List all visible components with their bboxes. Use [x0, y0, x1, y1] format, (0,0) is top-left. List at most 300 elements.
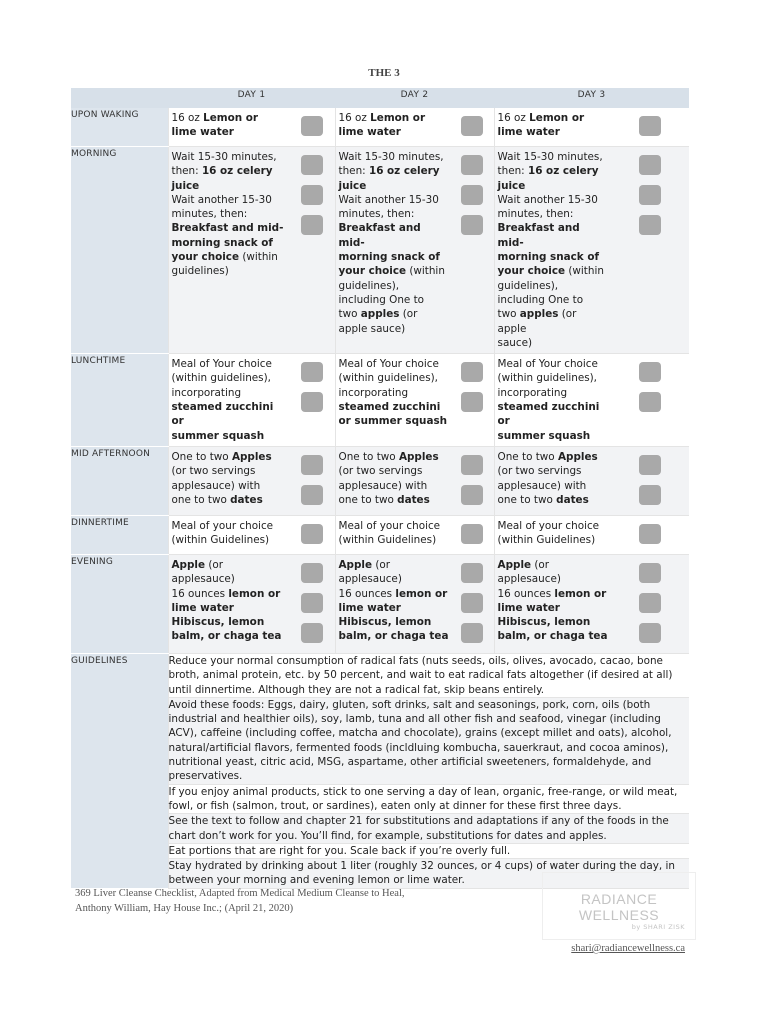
instruction-line: [339, 307, 450, 321]
instruction-line: [498, 493, 609, 507]
instruction-line: [172, 629, 289, 643]
checkbox[interactable]: [461, 524, 483, 544]
instruction-emphasis: summer squash: [171, 429, 265, 442]
page-title: THE 3: [368, 67, 400, 79]
instruction-emphasis: morning snack of: [338, 251, 440, 264]
instruction-text: Meal of Your choice: [497, 358, 598, 371]
checkbox[interactable]: [639, 392, 661, 412]
instruction-line: [172, 357, 289, 371]
instruction-text: then:: [171, 165, 202, 178]
instruction-emphasis: your choice: [497, 265, 566, 278]
instruction-text: (or: [399, 308, 418, 321]
checkbox[interactable]: [461, 185, 483, 205]
instruction-line: [339, 125, 450, 139]
day-1-instructions: [168, 446, 290, 515]
instruction-text: applesauce) with: [171, 479, 261, 492]
instruction-line: [172, 150, 289, 164]
instruction-line: [498, 193, 609, 207]
instruction-line: [339, 519, 450, 533]
instruction-text: (within: [239, 251, 278, 264]
instruction-text: (or two servings: [171, 465, 256, 478]
row-label: DINNERTIME: [71, 515, 168, 554]
instruction-emphasis: Apple: [497, 558, 532, 571]
checkbox[interactable]: [461, 623, 483, 643]
instruction-line: [172, 479, 289, 493]
table-row-morning: [71, 147, 689, 354]
day-1-instructions: [168, 108, 290, 147]
instruction-line: [172, 601, 289, 615]
instruction-line: [498, 429, 609, 443]
instruction-line: [339, 572, 450, 586]
instruction-emphasis: Apple: [171, 558, 206, 571]
checkbox[interactable]: [639, 362, 661, 382]
instruction-line: [498, 150, 609, 164]
instruction-line: [172, 179, 289, 193]
instruction-emphasis: your choice: [171, 251, 240, 264]
checkbox[interactable]: [301, 563, 323, 583]
instruction-text: Wait another 15-30: [497, 193, 598, 206]
instruction-emphasis: balm, or chaga tea: [497, 630, 608, 643]
checkbox[interactable]: [639, 485, 661, 505]
instruction-emphasis: juice: [338, 179, 367, 192]
instruction-line: [339, 414, 450, 428]
row-label: LUNCHTIME: [71, 354, 168, 447]
instruction-text: applesauce): [338, 573, 402, 586]
instruction-emphasis: Lemon or: [529, 112, 585, 124]
instruction-text: Meal of your choice: [497, 519, 600, 532]
instruction-text: Wait 15-30 minutes,: [171, 151, 277, 163]
day-2-checkbox-column: [451, 147, 494, 354]
checkbox[interactable]: [301, 116, 323, 136]
instruction-line: [498, 111, 609, 125]
guideline-text: Stay hydrated by drinking about 1 liter (roughly 32 ounces, or 4 cups) of water during the day, in between your morning and evening lemon or lime water.: [168, 859, 689, 889]
day-1-checkbox-column: [290, 515, 335, 554]
day-2-checkbox-column: [451, 108, 494, 147]
instruction-line: [339, 322, 450, 336]
instruction-emphasis: Hibiscus, lemon: [338, 616, 432, 629]
checkbox[interactable]: [461, 155, 483, 175]
instruction-emphasis: lime water: [338, 601, 401, 614]
instruction-text: minutes, then:: [497, 208, 574, 221]
instruction-text: (or: [205, 558, 224, 571]
instruction-text: Wait another 15-30: [171, 193, 272, 206]
table-row-lunchtime: [71, 354, 689, 447]
instruction-text: (within guidelines),: [338, 372, 438, 385]
day-3-instructions: [494, 515, 610, 554]
checkbox[interactable]: [301, 524, 323, 544]
day-3-instructions: [494, 446, 610, 515]
instruction-text: (within Guidelines): [338, 534, 437, 547]
day-3-checkbox-column: [610, 554, 689, 653]
column-header-day-3: DAY 3: [494, 88, 689, 108]
instruction-line: [339, 601, 450, 615]
instruction-emphasis: dates: [397, 493, 430, 506]
instruction-line: [498, 125, 609, 139]
instruction-emphasis: lime water: [338, 126, 401, 139]
instruction-line: [172, 125, 289, 139]
instruction-text: Wait 15-30 minutes,: [497, 151, 603, 163]
instruction-line: [339, 464, 450, 478]
checkbox[interactable]: [461, 593, 483, 613]
instruction-line: [498, 533, 609, 547]
instruction-line: [498, 572, 609, 586]
instruction-emphasis: your choice: [338, 265, 407, 278]
instruction-line: [339, 179, 450, 193]
instruction-line: [498, 264, 609, 278]
instruction-emphasis: lemon or: [554, 587, 607, 600]
table-row-upon-waking: [71, 108, 689, 147]
instruction-line: [339, 111, 450, 125]
guideline-text: Eat portions that are right for you. Scale back if you’re overly full.: [168, 843, 689, 858]
instruction-text: Meal of Your choice: [171, 358, 272, 371]
day-3-checkbox-column: [610, 108, 689, 147]
instruction-emphasis: morning snack of: [171, 236, 273, 249]
checkbox[interactable]: [301, 593, 323, 613]
instruction-emphasis: steamed zucchini: [338, 401, 441, 414]
instruction-text: One to two: [338, 450, 399, 463]
row-label: EVENING: [71, 554, 168, 653]
instruction-line: [172, 164, 289, 178]
instruction-text: (or two servings: [338, 465, 423, 478]
instruction-text: (within guidelines),: [171, 372, 271, 385]
day-2-checkbox-column: [451, 354, 494, 447]
instruction-line: [498, 629, 609, 643]
checkbox[interactable]: [639, 593, 661, 613]
instruction-emphasis: Breakfast and mid-: [497, 222, 580, 249]
instruction-emphasis: Apples: [557, 450, 598, 463]
instruction-line: [498, 479, 609, 493]
instruction-line: [339, 587, 450, 601]
instruction-text: applesauce): [171, 573, 235, 586]
instruction-emphasis: Lemon or: [370, 112, 426, 124]
day-2-instructions: [335, 354, 451, 447]
checkbox[interactable]: [301, 392, 323, 412]
checkbox[interactable]: [461, 485, 483, 505]
table-header-row: [71, 88, 689, 108]
instruction-line: [339, 493, 450, 507]
checkbox[interactable]: [461, 455, 483, 475]
day-1-instructions: [168, 515, 290, 554]
instruction-emphasis: juice: [497, 179, 526, 192]
instruction-line: [172, 371, 289, 385]
instruction-text: Wait another 15-30: [338, 193, 439, 206]
instruction-line: [172, 207, 289, 221]
instruction-line: [498, 371, 609, 385]
instruction-text: Meal of your choice: [171, 519, 274, 532]
instruction-emphasis: Hibiscus, lemon: [497, 616, 591, 629]
instruction-line: [498, 164, 609, 178]
instruction-emphasis: 16 oz celery: [527, 165, 599, 178]
instruction-emphasis: Apple: [338, 558, 373, 571]
checkbox[interactable]: [461, 392, 483, 412]
day-1-checkbox-column: [290, 446, 335, 515]
instruction-line: [172, 111, 289, 125]
instruction-line: [498, 250, 609, 264]
instruction-emphasis: lemon or: [228, 587, 281, 600]
instruction-line: [172, 221, 289, 235]
instruction-line: [172, 587, 289, 601]
instruction-text: (within guidelines),: [497, 372, 597, 385]
instruction-line: [339, 386, 450, 400]
instruction-emphasis: lime water: [171, 601, 234, 614]
instruction-text: (within: [406, 265, 445, 278]
cleanse-checklist-table: [71, 88, 689, 889]
instruction-line: [172, 386, 289, 400]
day-1-instructions: [168, 147, 290, 354]
column-header-day-1: DAY 1: [168, 88, 335, 108]
instruction-line: [498, 615, 609, 629]
instruction-line: [339, 279, 450, 293]
checkbox[interactable]: [301, 362, 323, 382]
instruction-text: One to two: [171, 450, 232, 463]
day-3-checkbox-column: [610, 147, 689, 354]
instruction-line: [498, 519, 609, 533]
instruction-emphasis: morning snack of: [497, 251, 599, 264]
instruction-line: [498, 357, 609, 371]
instruction-text: (within: [565, 265, 604, 278]
instruction-text: minutes, then:: [171, 208, 248, 221]
instruction-text: then:: [497, 165, 528, 178]
instruction-line: [172, 429, 289, 443]
instruction-line: [172, 450, 289, 464]
instruction-text: applesauce) with: [338, 479, 428, 492]
instruction-text: 16 ounces: [171, 587, 229, 600]
logo-byline: by SHARI ZISK: [631, 923, 685, 931]
day-3-checkbox-column: [610, 446, 689, 515]
instruction-text: one to two: [338, 493, 398, 506]
instruction-line: [172, 615, 289, 629]
day-2-checkbox-column: [451, 446, 494, 515]
instruction-line: [172, 558, 289, 572]
instruction-text: incorporating: [497, 386, 568, 399]
instruction-emphasis: lemon or: [395, 587, 448, 600]
instruction-emphasis: lime water: [497, 126, 560, 139]
checkbox[interactable]: [301, 455, 323, 475]
instruction-line: [339, 221, 450, 250]
instruction-text: Wait 15-30 minutes,: [338, 151, 444, 163]
instruction-line: [498, 336, 609, 350]
instruction-line: [172, 464, 289, 478]
table-row-mid-afternoon: [71, 446, 689, 515]
instruction-text: one to two: [497, 493, 557, 506]
instruction-line: [339, 479, 450, 493]
instruction-line: [339, 164, 450, 178]
instruction-line: [498, 179, 609, 193]
logo-wordmark: RADIANCE WELLNESS: [578, 891, 660, 923]
instruction-line: [172, 533, 289, 547]
instruction-emphasis: 16 oz celery: [368, 165, 440, 178]
day-1-checkbox-column: [290, 354, 335, 447]
instruction-emphasis: lime water: [171, 126, 234, 139]
guideline-row: [71, 653, 689, 697]
instruction-line: [498, 558, 609, 572]
day-1-instructions: [168, 554, 290, 653]
checkbox[interactable]: [301, 215, 323, 235]
instruction-text: two: [338, 308, 361, 321]
instruction-text: (or two servings: [497, 465, 582, 478]
instruction-text: (within Guidelines): [171, 534, 270, 547]
instruction-line: [498, 293, 609, 307]
citation-note: 369 Liver Cleanse Checklist, Adapted from Medical Medium Cleanse to Heal, Anthony William, Hay House Inc.; (April 21, 2020): [75, 888, 405, 914]
instruction-emphasis: dates: [230, 493, 263, 506]
day-3-instructions: [494, 354, 610, 447]
instruction-line: [339, 357, 450, 371]
instruction-line: [339, 450, 450, 464]
instruction-line: [172, 264, 289, 278]
day-3-instructions: [494, 554, 610, 653]
instruction-line: [339, 400, 450, 414]
instruction-line: [339, 193, 450, 207]
checkbox[interactable]: [461, 362, 483, 382]
instruction-text: 16 oz: [497, 112, 530, 124]
email-link[interactable]: shari@radiancewellness.ca: [571, 943, 685, 954]
instruction-line: [498, 601, 609, 615]
guidelines-label: GUIDELINES: [71, 653, 168, 888]
checkbox[interactable]: [301, 485, 323, 505]
instruction-text: Meal of your choice: [338, 519, 441, 532]
instruction-line: [172, 250, 289, 264]
checkbox[interactable]: [639, 116, 661, 136]
instruction-emphasis: lime water: [497, 601, 560, 614]
day-1-checkbox-column: [290, 554, 335, 653]
instruction-text: one to two: [171, 493, 231, 506]
day-1-checkbox-column: [290, 108, 335, 147]
instruction-text: 16 ounces: [338, 587, 396, 600]
instruction-line: [172, 493, 289, 507]
instruction-line: [339, 207, 450, 221]
instruction-text: including One to: [497, 293, 584, 306]
column-header-day-2: DAY 2: [335, 88, 494, 108]
instruction-emphasis: Breakfast and mid-: [338, 222, 421, 249]
checkbox[interactable]: [301, 155, 323, 175]
instruction-emphasis: juice: [171, 179, 200, 192]
instruction-emphasis: Apples: [398, 450, 439, 463]
day-2-instructions: [335, 446, 451, 515]
instruction-emphasis: steamed zucchini or: [497, 401, 600, 428]
instruction-text: guidelines),: [338, 279, 400, 292]
instruction-line: [172, 236, 289, 250]
checkbox[interactable]: [461, 563, 483, 583]
checkbox[interactable]: [639, 155, 661, 175]
instruction-text: (or: [531, 558, 550, 571]
checkbox[interactable]: [639, 215, 661, 235]
instruction-text: sauce): [497, 336, 533, 349]
instruction-line: [498, 400, 609, 429]
instruction-emphasis: summer squash: [497, 429, 591, 442]
instruction-emphasis: apples: [519, 308, 559, 321]
instruction-text: applesauce) with: [497, 479, 587, 492]
row-label: UPON WAKING: [71, 108, 168, 147]
checkbox[interactable]: [461, 215, 483, 235]
day-3-instructions: [494, 147, 610, 354]
instruction-line: [339, 371, 450, 385]
day-3-checkbox-column: [610, 354, 689, 447]
instruction-text: minutes, then:: [338, 208, 415, 221]
day-2-checkbox-column: [451, 554, 494, 653]
instruction-emphasis: dates: [556, 493, 589, 506]
instruction-text: guidelines): [171, 265, 229, 278]
instruction-emphasis: Breakfast and mid-: [171, 222, 284, 235]
instruction-line: [339, 615, 450, 629]
instruction-text: guidelines),: [497, 279, 559, 292]
instruction-text: two: [497, 308, 520, 321]
instruction-line: [339, 293, 450, 307]
checkbox[interactable]: [461, 116, 483, 136]
checkbox[interactable]: [639, 455, 661, 475]
day-2-instructions: [335, 554, 451, 653]
radiance-wellness-logo: [542, 872, 696, 940]
instruction-text: applesauce): [497, 573, 561, 586]
instruction-emphasis: Lemon or: [203, 112, 259, 124]
instruction-line: [498, 279, 609, 293]
instruction-text: 16 oz: [338, 112, 371, 124]
instruction-text: (within Guidelines): [497, 534, 596, 547]
guideline-text: If you enjoy animal products, stick to one serving a day of lean, organic, free-range, or wild meat, fowl, or fish (salmon, trout, or sardines), eaten only at dinner for these first three days.: [168, 784, 689, 814]
table-row-dinnertime: [71, 515, 689, 554]
day-2-instructions: [335, 515, 451, 554]
instruction-text: incorporating: [338, 386, 409, 399]
instruction-emphasis: apples: [360, 308, 400, 321]
instruction-line: [339, 250, 450, 264]
instruction-line: [339, 264, 450, 278]
day-1-checkbox-column: [290, 147, 335, 354]
instruction-line: [172, 519, 289, 533]
instruction-line: [498, 307, 609, 336]
instruction-line: [498, 450, 609, 464]
instruction-line: [172, 193, 289, 207]
instruction-text: One to two: [497, 450, 558, 463]
instruction-line: [498, 207, 609, 221]
instruction-text: Meal of Your choice: [338, 358, 439, 371]
instruction-line: [339, 629, 450, 643]
instruction-text: then:: [338, 165, 369, 178]
instruction-text: 16 ounces: [497, 587, 555, 600]
instruction-line: [498, 221, 609, 250]
guideline-text: See the text to follow and chapter 21 for substitutions and adaptations if any of the foods in the chart don’t work for you. You’ll find, for example, substitutions for dates and apples.: [168, 814, 689, 844]
checkbox[interactable]: [639, 623, 661, 643]
instruction-emphasis: Apples: [231, 450, 272, 463]
instruction-emphasis: steamed zucchini or: [171, 401, 274, 428]
day-3-instructions: [494, 108, 610, 147]
instruction-line: [498, 386, 609, 400]
checkbox[interactable]: [639, 563, 661, 583]
table-body: [71, 108, 689, 888]
instruction-line: [339, 533, 450, 547]
day-3-checkbox-column: [610, 515, 689, 554]
instruction-emphasis: or summer squash: [338, 415, 448, 428]
checkbox[interactable]: [301, 623, 323, 643]
day-2-checkbox-column: [451, 515, 494, 554]
checkbox[interactable]: [639, 524, 661, 544]
checkbox[interactable]: [301, 185, 323, 205]
instruction-emphasis: balm, or chaga tea: [338, 630, 449, 643]
day-1-instructions: [168, 354, 290, 447]
checkbox[interactable]: [639, 185, 661, 205]
instruction-emphasis: balm, or chaga tea: [171, 630, 282, 643]
row-label: MORNING: [71, 147, 168, 354]
instruction-emphasis: Hibiscus, lemon: [171, 616, 265, 629]
row-label: MID AFTERNOON: [71, 446, 168, 515]
instruction-text: apple sauce): [338, 322, 406, 335]
guideline-text: Reduce your normal consumption of radical fats (nuts seeds, oils, olives, avocado, cacao, bone broth, animal protein, etc. by 50 percent, and wait to eat radical fats altogether (if desired at all) until dinnertime. Although they are not a radical fat, skip beans entirely.: [168, 653, 689, 697]
guideline-text: Avoid these foods: Eggs, dairy, gluten, soft drinks, salt and seasonings, pork, corn, oils (both industrial and healthier oils), soy, lamb, tuna and all other fish and seafood, vinegar (including ACV), caffeine (including coffee, matcha and chocolate), grains (except millet and oats), alcohol, natural/artificial flavors, fermented foods (incldluing kombucha, sauerkraut, and cocoa aminos), nutritional yeast, citric acid, MSG, aspartame, other artificial sweeteners, formaldehyde, and preservatives.: [168, 697, 689, 784]
instruction-emphasis: 16 oz celery: [201, 165, 273, 178]
header-corner: [71, 88, 168, 108]
instruction-text: (or apple: [497, 308, 577, 335]
instruction-text: including One to: [338, 293, 425, 306]
instruction-text: (or: [372, 558, 391, 571]
instruction-text: 16 oz: [171, 112, 204, 124]
